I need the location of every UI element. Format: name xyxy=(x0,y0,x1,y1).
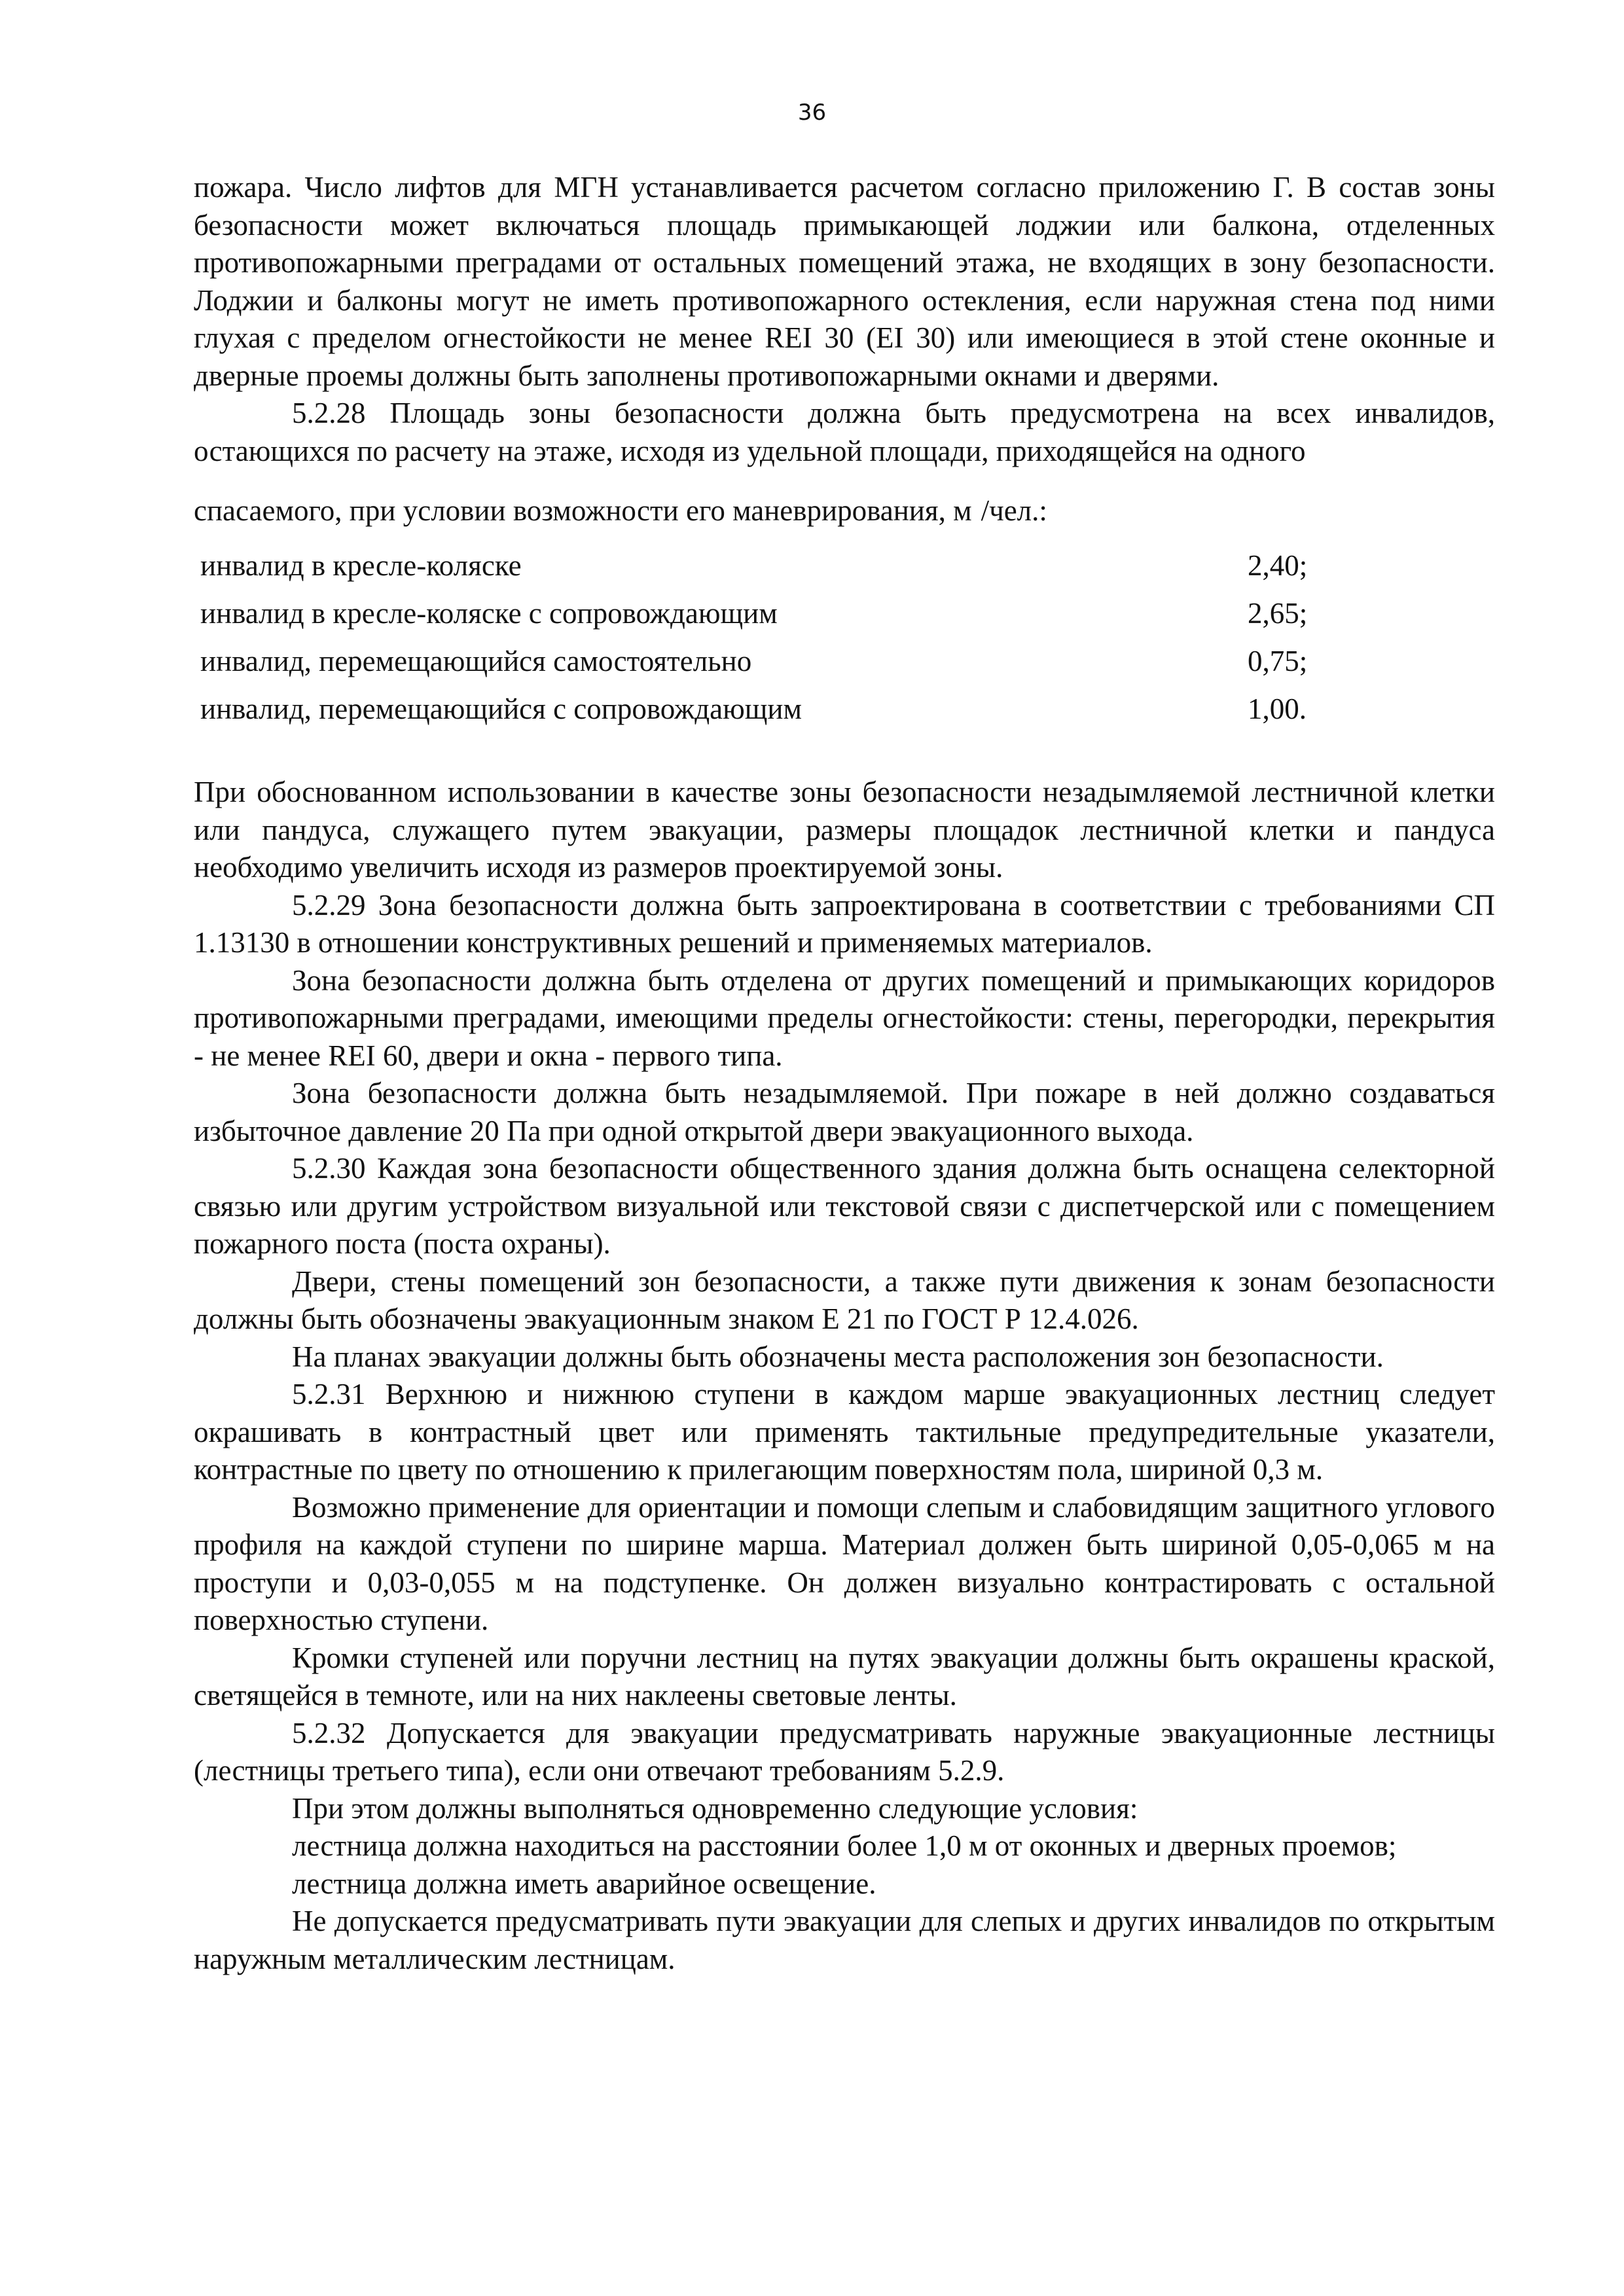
clause-5-2-28-continuation xyxy=(194,490,1495,531)
rate-value: 0,75; xyxy=(1248,645,1308,677)
paragraph: При обоснованном использовании в качестве зоны безопасности незадымляемой лестничной клетки или пандуса, служащего путем эвакуации, размеры площадок лестничной клетки и пандуса необходимо увеличить исходя из размеров проектируемой зоны. xyxy=(194,776,1495,884)
paragraph: Не допускается предусматривать пути эвакуации для слепых и других инвалидов по открытым наружным металлическим лестницам. xyxy=(194,1905,1495,1975)
unit-suffix: /чел.: xyxy=(981,494,1047,527)
paragraph: При этом должны выполняться одновременно следующие условия: xyxy=(292,1791,1138,1825)
list-item: лестница должна находиться на расстоянии более 1,0 м от оконных и дверных проемов; xyxy=(292,1829,1397,1862)
clause-5-2-28: 5.2.28 Площадь зоны безопасности должна быть предусмотрена на всех инвалидов, остающихся по расчету на этаже, исходя из удельной площади, приходящейся на одного xyxy=(194,397,1495,467)
clause-5-2-30: 5.2.30 Каждая зона безопасности общественного здания должна быть оснащена селекторной связью или другим устройством визуальной или текстовой связи с диспетчерской или с помещением пожарного поста (поста охраны). xyxy=(194,1152,1495,1260)
area-rate-list xyxy=(200,542,1313,733)
paragraph: пожара. Число лифтов для МГН устанавливается расчетом согласно приложению Г. В состав зоны безопасности может включаться площадь примыкающей лоджии или балкона, отделенных противопожарными преградами от остальных помещений этажа, не входящих в зону безопасности. Лоджии и балконы могут не иметь противопожарного остекления, если наружная стена под ними глухая с пределом огнестойкости не менее REI 30 (EI 30) или имеющиеся в этой стене оконные и дверные проемы должны быть заполнены противопожарными окнами и дверями. xyxy=(194,171,1495,392)
rate-label: инвалид, перемещающийся с сопровождающим xyxy=(200,692,802,725)
rate-row xyxy=(200,542,1313,590)
rate-label: инвалид, перемещающийся самостоятельно xyxy=(200,645,752,677)
rate-row xyxy=(200,590,1313,637)
clause-5-2-29: 5.2.29 Зона безопасности должна быть запроектирована в соответствии с требованиями СП 1.13130 в отношении конструктивных решений и применяемых материалов. xyxy=(194,888,1495,959)
rate-value: 1,00. xyxy=(1248,692,1307,725)
rate-label: инвалид в кресле-коляске с сопровождающим xyxy=(200,597,778,630)
rate-value: 2,40; xyxy=(1248,549,1308,582)
paragraph: Зона безопасности должна быть незадымляемой. При пожаре в ней должно создаваться избыточное давление 20 Па при одной открытой двери эвакуационного выхода. xyxy=(194,1077,1495,1147)
rate-label: инвалид в кресле-коляске xyxy=(200,549,522,582)
clause-5-2-31: 5.2.31 Верхнюю и нижнюю ступени в каждом марше эвакуационных лестниц следует окрашивать в контрастный цвет или применять тактильные предупредительные указатели, контрастные по цвету по отношению к прилегающим поверхностям пола, шириной 0,3 м. xyxy=(194,1378,1495,1486)
unit-text: спасаемого, при условии возможности его маневрирования, м xyxy=(194,494,972,527)
page-number: 36 xyxy=(797,99,827,126)
paragraph: Кромки ступеней или поручни лестниц на путях эвакуации должны быть окрашены краской, светящейся в темноте, или на них наклеены световые ленты. xyxy=(194,1641,1495,1712)
list-item: лестница должна иметь аварийное освещение. xyxy=(292,1867,876,1900)
spacer xyxy=(194,733,1495,774)
paragraph: Зона безопасности должна быть отделена от других помещений и примыкающих коридоров противопожарными преградами, имеющими пределы огнестойкости: стены, перегородки, перекрытия - не менее REI 60, двери и окна - первого типа. xyxy=(194,963,1495,1072)
paragraph: Двери, стены помещений зон безопасности, а также пути движения к зонам безопасности должны быть обозначены эвакуационным знаком Е 21 по ГОСТ Р 12.4.026. xyxy=(194,1265,1495,1335)
clause-5-2-32: 5.2.32 Допускается для эвакуации предусматривать наружные эвакуационные лестницы (лестницы третьего типа), если они отвечают требованиям 5.2.9. xyxy=(194,1716,1495,1787)
superscript-placeholder xyxy=(972,494,981,514)
paragraph: На планах эвакуации должны быть обозначены места расположения зон безопасности. xyxy=(292,1340,1384,1373)
rate-row xyxy=(200,637,1313,685)
rate-row xyxy=(200,685,1313,733)
paragraph: Возможно применение для ориентации и помощи слепым и слабовидящим защитного углового профиля на каждой ступени по ширине марша. Материал должен быть шириной 0,05-0,065 м на проступи и 0,03-0,055 м на подступенке. Он должен визуально контрастировать с остальной поверхностью ступени. xyxy=(194,1490,1495,1636)
rate-value: 2,65; xyxy=(1248,597,1308,630)
document-body xyxy=(194,169,1495,1978)
